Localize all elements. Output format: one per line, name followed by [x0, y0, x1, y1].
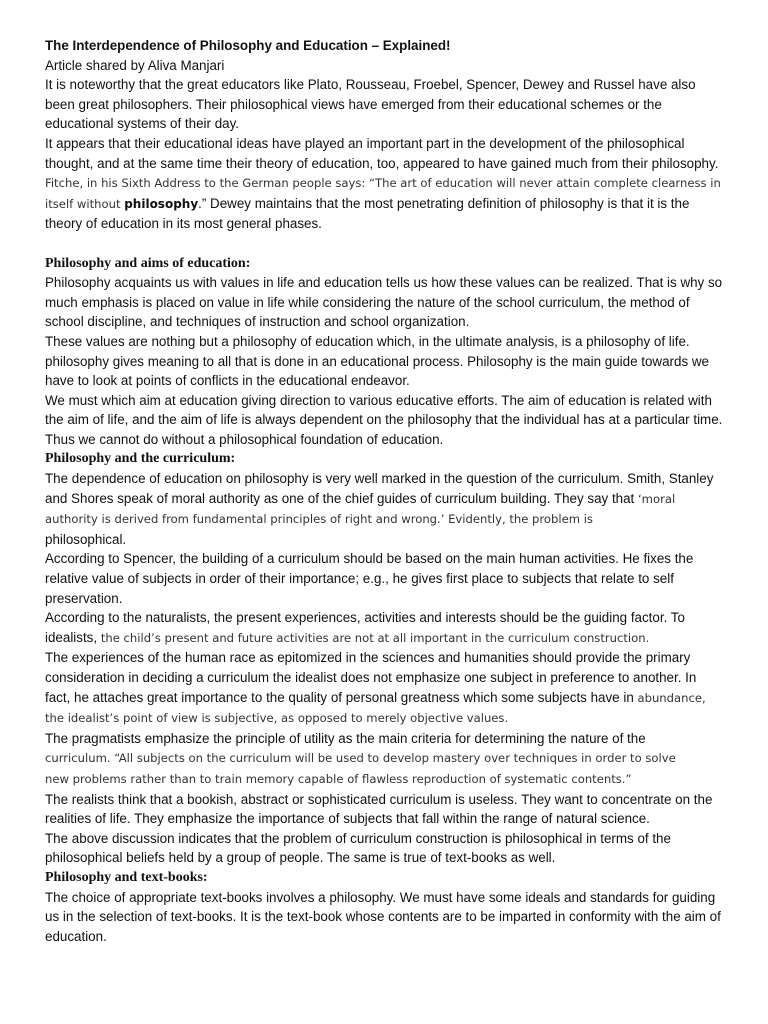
- curriculum-p5-quote: curriculum. “All subjects on the curriculum will be used to develop mastery over techniques in order to solve: [45, 751, 676, 766]
- section-spacer: [45, 234, 725, 254]
- intro-paragraph-2: It appears that their educational ideas have played an important part in the development of the philosophical thought, and at the same time their theory of education, too, appeared to have gained much from their philosophy.: [45, 135, 719, 171]
- fitche-quote-end: .” Dewey maintains that the most penetrating definition of philosophy is that it is the theory of education in its most general phases.: [45, 195, 690, 232]
- textbooks-paragraph-1: The choice of appropriate text-books involves a philosophy. We must have some ideals and standards for guiding us in the selection of text-books. It is the text-book whose contents are to be imparted in conformity with the aim of education.: [45, 889, 721, 944]
- fitche-quote-start: Fitche, in his Sixth Address to the German people says: “The art of education will never attain complete clearness in itself without: [45, 176, 721, 211]
- curriculum-p5-text: The pragmatists emphasize the principle of utility as the main criteria for determining the nature of the: [45, 730, 646, 746]
- curriculum-paragraph-5: [45, 729, 725, 790]
- curriculum-p3-text: According to the naturalists, the present experiences, activities and interests should be the guiding factor. To idealists,: [45, 610, 685, 645]
- curriculum-paragraph-1: [45, 469, 725, 549]
- curriculum-p4-text: The experiences of the human race as epitomized in the sciences and humanities should provide the primary consideration in deciding a curriculum the idealist does not emphasize one subject in preference to another. In fact, he attaches great importance to the quality of personal greatness which some subjects have in: [45, 650, 697, 705]
- aims-paragraph-2: These values are nothing but a philosophy of education which, in the ultimate analysis, is a philosophy of life. philosophy gives meaning to all that is done in an educational process. Philosophy is the main guide towards we have to look at points of conflicts in the educational endeavor.: [45, 333, 709, 389]
- curriculum-p1-quote: ‘moral authority is derived from fundamental principles of right and wrong.’ Evidently, the problem is: [45, 491, 676, 527]
- article-title: The Interdependence of Philosophy and Education – Explained!: [45, 38, 451, 53]
- curriculum-p4-alt: abundance, the idealist’s point of view is subjective, as opposed to merely objective values.: [45, 690, 706, 726]
- curriculum-p5-quote-end: new problems rather than to train memory capable of flawless reproduction of systematic contents.”: [45, 771, 632, 786]
- curriculum-p3-alt: the child’s present and future activities are not at all important in the curriculum construction.: [100, 630, 650, 645]
- curriculum-paragraph-7: The above discussion indicates that the problem of curriculum construction is philosophical in terms of the philosophical beliefs held by a group of people. The same is true of text-books as well.: [45, 830, 671, 866]
- fitche-paragraph: [45, 173, 725, 234]
- fitche-bold-word: philosophy: [124, 196, 199, 211]
- curriculum-paragraph-4: [45, 648, 725, 728]
- article-page: [45, 36, 725, 946]
- curriculum-p1-end: philosophical.: [45, 531, 127, 547]
- heading-curriculum: Philosophy and the curriculum:: [45, 451, 236, 467]
- aims-paragraph-1: Philosophy acquaints us with values in life and education tells us how these values can be realized. That is why so much emphasis is placed on value in life while considering the nature of the school curriculum, the method of school discipline, and techniques of instruction and school organization.: [45, 275, 723, 330]
- intro-paragraph-1: It is noteworthy that the great educators like Plato, Rousseau, Froebel, Spencer, Dewey and Russel have also been great philosophers. Their philosophical views have emerged from their educational schemes or the educational systems of their day.: [45, 77, 696, 132]
- curriculum-paragraph-2: According to Spencer, the building of a curriculum should be based on the main human activities. He fixes the relative value of subjects in order of their importance; e.g., he gives first place to subjects that relate to self preservation.: [45, 551, 694, 606]
- curriculum-paragraph-6: The realists think that a bookish, abstract or sophisticated curriculum is useless. They want to concentrate on the realities of life. They emphasize the importance of subjects that fall within the range of natural science.: [45, 791, 713, 827]
- heading-textbooks: Philosophy and text-books:: [45, 869, 208, 885]
- aims-paragraph-3: We must which aim at education giving direction to various educative efforts. The aim of education is related with the aim of life, and the aim of life is always dependent on the philosophy that the individual has at a particular time. Thus we cannot do without a philosophical foundation of education.: [45, 392, 723, 447]
- curriculum-paragraph-3: [45, 608, 725, 648]
- article-byline: Article shared by Aliva Manjari: [45, 57, 225, 73]
- curriculum-p1-text: The dependence of education on philosophy is very well marked in the question of the curriculum. Smith, Stanley and Shores speak of moral authority as one of the chief guides of curriculum building. They say that: [45, 471, 714, 506]
- heading-aims: Philosophy and aims of education:: [45, 255, 251, 271]
